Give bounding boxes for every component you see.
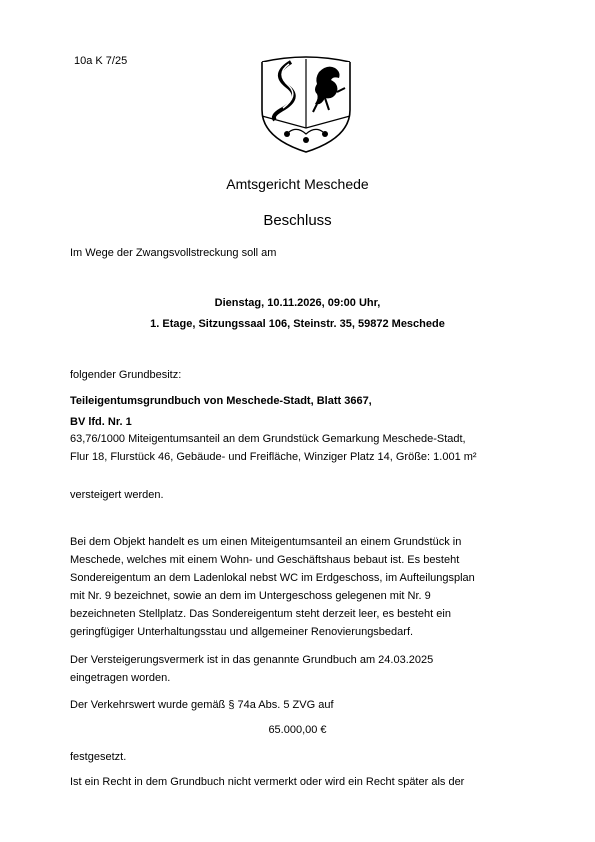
appointment-date: Dienstag, 10.11.2026, 09:00 Uhr, [214, 297, 381, 309]
registration-line: Der Versteigerungsvermerk ist in das genannte Grundbuch am 24.03.2025 [70, 654, 434, 666]
property-description-1: 63,76/1000 Miteigentumsanteil an dem Grundstück Gemarkung Meschede-Stadt, [70, 433, 466, 445]
object-description-line: mit Nr. 9 bezeichnet, sowie an dem im Untergeschoss gelegenen mit Nr. 9 [70, 590, 431, 602]
object-description-line: geringfügiger Unterhaltungsstau und allgemeiner Renovierungsbedarf. [70, 626, 414, 638]
object-description-line: Meschede, welches mit einem Wohn- und Geschäftshaus bebaut ist. Es besteht [70, 554, 460, 566]
auction-phrase: versteigert werden. [70, 489, 164, 501]
object-description-line: Sondereigentum an dem Ladenlokal nebst WC im Erdgeschoss, im Aufteilungsplan [70, 572, 475, 584]
valuation-amount: 65.000,00 € [268, 724, 327, 736]
object-description-line: bezeichneten Stellplatz. Das Sondereigentum steht derzeit leer, es besteht ein [70, 608, 451, 620]
property-description-2: Flur 18, Flurstück 46, Gebäude- und Freifläche, Winziger Platz 14, Größe: 1.001 m² [70, 451, 477, 463]
property-label: folgender Grundbesitz: [70, 369, 182, 381]
closing-line: Ist ein Recht in dem Grundbuch nicht vermerkt oder wird ein Recht später als der [70, 776, 465, 788]
object-description-line: Bei dem Objekt handelt es um einen Miteigentumsanteil an einem Grundstück in [70, 536, 462, 548]
valuation-suffix: festgesetzt. [70, 751, 127, 763]
intro-text: Im Wege der Zwangsvollstreckung soll am [70, 247, 277, 259]
register-line-1: Teileigentumsgrundbuch von Meschede-Stadt, Blatt 3667, [70, 395, 372, 407]
document-title: Beschluss [263, 212, 332, 229]
valuation-intro: Der Verkehrswert wurde gemäß § 74a Abs. 5 ZVG auf [70, 699, 334, 711]
register-line-2: BV lfd. Nr. 1 [70, 416, 132, 428]
coat-of-arms-emblem [259, 54, 353, 154]
court-name: Amtsgericht Meschede [226, 176, 369, 192]
appointment-location: 1. Etage, Sitzungssaal 106, Steinstr. 35, 59872 Meschede [150, 318, 445, 330]
registration-line: eingetragen worden. [70, 672, 171, 684]
case-number: 10a K 7/25 [74, 55, 128, 67]
